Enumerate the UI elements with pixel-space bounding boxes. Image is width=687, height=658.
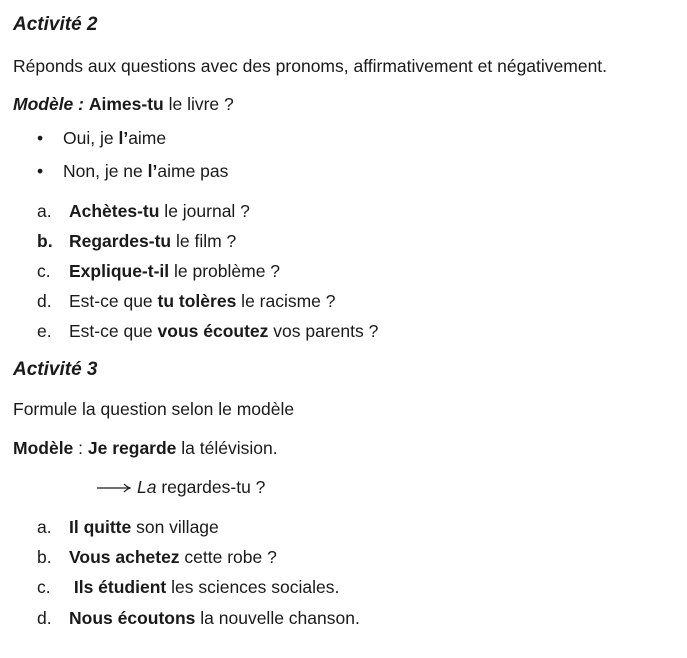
item-post: vos parents ? <box>268 321 379 341</box>
modele-verb: Aimes-tu <box>88 94 164 114</box>
item-post: la nouvelle chanson. <box>195 608 360 628</box>
item-bold: Explique-t-il <box>69 261 170 281</box>
activite-3-title: Activité 3 <box>13 359 98 380</box>
item-post: le racisme ? <box>236 291 336 311</box>
item-bold: tu tolères <box>157 291 237 311</box>
list-item <box>37 546 277 568</box>
item-post: son village <box>131 517 219 537</box>
activite-2-instruction: Réponds aux questions avec des pronoms, affirmativement et négativement. <box>13 56 608 76</box>
item-bold: Achètes-tu <box>69 201 160 221</box>
list-marker: a. <box>37 517 52 537</box>
modele-verb: Je regarde <box>87 438 177 458</box>
bullet-bold: l’ <box>147 161 158 181</box>
activite-3-instruction: Formule la question selon le modèle <box>13 399 295 419</box>
item-bold: Ils étudient <box>69 577 167 597</box>
modele-rest: la télévision. <box>176 438 278 458</box>
list-item <box>37 230 236 252</box>
bullet-marker: • <box>37 128 44 148</box>
modele-label: Modèle : <box>13 94 84 114</box>
item-bold: Il quitte <box>69 517 132 537</box>
modele-sep: : <box>73 438 88 458</box>
item-post: le problème ? <box>169 261 281 281</box>
bullet-post: aime <box>128 128 167 148</box>
bullet-item <box>37 160 228 182</box>
item-bold: vous écoutez <box>157 321 269 341</box>
modele-example <box>97 476 265 499</box>
bullet-marker: • <box>37 161 44 181</box>
activite-3-modele <box>13 437 278 459</box>
bullet-item <box>37 127 166 149</box>
list-marker: e. <box>37 321 52 341</box>
bullet-post: aime pas <box>157 161 229 181</box>
example-rest: regardes-tu ? <box>156 477 266 497</box>
long-right-arrow-icon <box>97 477 131 499</box>
list-marker: c. <box>37 577 51 597</box>
list-marker: a. <box>37 201 52 221</box>
list-item <box>37 320 378 342</box>
item-post: le film ? <box>171 231 237 251</box>
item-pre: Est-ce que <box>69 321 158 341</box>
list-marker: d. <box>37 291 52 311</box>
example-italic: La <box>137 477 157 497</box>
item-post: les sciences sociales. <box>166 577 340 597</box>
item-bold: Vous achetez <box>69 547 180 567</box>
activite-2-title: Activité 2 <box>13 14 98 35</box>
list-item <box>37 290 336 312</box>
list-marker: c. <box>37 261 51 281</box>
item-pre: Est-ce que <box>69 291 158 311</box>
list-item <box>37 607 360 629</box>
activite-2-modele <box>13 93 234 115</box>
list-marker: b. <box>37 547 52 567</box>
bullet-pre: Non, je ne <box>63 161 148 181</box>
list-item <box>37 200 250 222</box>
item-post: cette robe ? <box>179 547 277 567</box>
bullet-pre: Oui, je <box>63 128 119 148</box>
modele-rest: le livre ? <box>163 94 234 114</box>
list-item <box>37 516 219 538</box>
list-marker: d. <box>37 608 52 628</box>
bullet-bold: l’ <box>118 128 129 148</box>
list-item <box>37 260 280 282</box>
list-item <box>37 576 339 598</box>
item-bold: Nous écoutons <box>69 608 196 628</box>
list-marker: b. <box>37 231 53 251</box>
item-post: le journal ? <box>159 201 250 221</box>
modele-label: Modèle <box>13 438 74 458</box>
item-bold: Regardes-tu <box>69 231 172 251</box>
